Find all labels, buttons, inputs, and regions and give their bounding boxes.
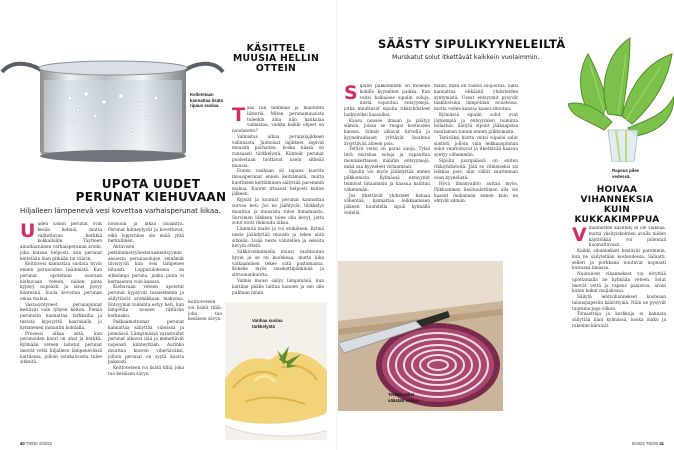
paragraph: Aktiivisen pektiinimetyyliesteraasientsyymin ansiosta perunasolujen seinämät tiivistyvät kun vesi lämpenee hitaasti. Lopputuloksena on sitkeämpi peruna, jonka pinta ei kermaannu voin kanssa. bbox=[108, 245, 184, 285]
headline-mash-line: OTTEIN bbox=[255, 63, 297, 75]
paragraph: Jos itkettävät yhdisteet haluaa vähentää, kannattaa leikkaamisen jälkeen huuhdella sipuli kylmällä vedellä. bbox=[344, 193, 430, 216]
deck-potato: Hiljalleen lämpenevä vesi kovettaa varhaisperunat liikaa. bbox=[20, 207, 221, 215]
paragraph: Hyvä ilmanvaihto auttaa myös. Pilkkominen liesituulettimen alla vie kaasut mukanaan ennen kuin ne ehtivät silmiin. bbox=[434, 182, 518, 205]
lettuce-caption: Rapeus pilee vedessä. bbox=[612, 168, 640, 179]
paragraph: Kaikki vihannekset kestävät paremmin, kun ne säilytetään kosteudessa. Salaatti, selleri ja porkkana nuutuvat nopeasti kuivassa ilmassa. bbox=[572, 249, 666, 272]
headline-lettuce-line: HOIVAA bbox=[596, 185, 638, 195]
dropcap: V bbox=[572, 226, 587, 246]
issue: 8/2022 bbox=[631, 441, 645, 446]
page-number: 41 bbox=[659, 441, 664, 446]
paragraph: Sipulin juuripäässä on eniten rikkiyhdisteitä. Jätä se viimeiseksi tai leikkaa pois, niin vältät suurimman osan kyynelistä. bbox=[434, 158, 518, 182]
paragraph: Keittoveteen voi lisätä tilliä, joka tuo kesäisen sävyn. bbox=[108, 366, 184, 377]
deck-onion: Murskatut solut itkettävät kaikkein vuolaimmin. bbox=[392, 54, 540, 61]
paragraph: Tomaatteja ja kurkkuja ei kannata säilyttää liian kylmässä, koska maku ja rakenne kärsivät. bbox=[572, 312, 666, 330]
paragraph: Kylmässä sipulin solut ovat jäykempiä ja entsyymien toiminta hidastuu. Säilytä sipulit jääkaapissa muutaman tunnin ennen pilkkomista. bbox=[434, 112, 518, 136]
headline-mash bbox=[222, 44, 330, 75]
page-number: 40 bbox=[20, 441, 25, 446]
paragraph: Lämmitä maito ja voi etukäteen. Kylmä neste jäähdyttää muusin ja tekee siitä sitkeän. Lisää neste vähitellen ja sekoita kevyin ottein. bbox=[232, 227, 324, 250]
issue: 8/2022 bbox=[39, 441, 53, 446]
article-column-2 bbox=[108, 222, 184, 432]
article-column-2b bbox=[188, 300, 222, 435]
paragraph: nousuun ja alkaa lisääntyä. Perunat kiinteytyvät ja kovettuvat, eikä lopputulos ole enää yhtä herkullinen. bbox=[108, 222, 184, 245]
paragraph: Säilytä lehtivihannekset kosteaan talouspaperiin käärittyinä. Näin ne pysyvät tuoreina jopa viikon. bbox=[572, 295, 666, 312]
footer-left bbox=[20, 441, 52, 446]
paragraph: Kypsät ja kuumat perunat kannattaa survoa heti. Jos ne jäähtyvät, tärkkelys muuttuu ja muusista tulee liimamaista. Survimen liikkeen tulee olla kevyt, jotta solut eivät rikkoudu liikaa. bbox=[232, 198, 324, 227]
footer-right bbox=[632, 441, 664, 446]
headline-potato bbox=[66, 178, 236, 204]
paragraph: Keittoveteen voi lisätä tilliä, joka tuo kesäisen sävyn. bbox=[188, 300, 222, 323]
article-column-6 bbox=[572, 226, 666, 431]
magazine-name: TIEDE bbox=[25, 441, 39, 446]
paragraph: Kaasu nousee ilmaan ja päätyy silmiin, joissa se reagoi kosteuden kanssa. Silmät alkavat kirvellä ja kyynelrauhaset yrittävät huuhtoa ärsyttävän aineen pois. bbox=[344, 118, 430, 147]
paragraph: Kiehuvaan veteen upotetut perunat kypsyvät tasaisemmin ja säilyttävät aromikkaan makunsa. Entsyymin toiminta estyy heti, kun lämpötila nousee riittävän korkeaksi. bbox=[108, 285, 184, 320]
article-column-5 bbox=[434, 84, 518, 274]
headline-lettuce-line: KUKKAKIMPPUA bbox=[574, 214, 660, 225]
paragraph: Sähkövatkaimella muusi vaahtoutuu hyvin ja se on kuohkeaa, mutta liika vatkaaminen tekee siitä pastamaista. Kokeile myös muskottipähkinää ja sitruunankuorta. bbox=[232, 250, 324, 279]
dropcap: S bbox=[344, 84, 358, 104]
paragraph: Valmis muusi säilyy lämpimänä, kun kattilan päälle laittaa kannen ja sen alle puhtaan liinan. bbox=[232, 278, 324, 296]
lettuce-photo bbox=[568, 34, 674, 162]
paragraph: Valmistus alkaa perunalajikkeen valinnasta. Jauhoisat lajikkeet sopivat muusiin parhaiten, koska niissä on runsaasti tärkkelystä. Kiinteät perunat puolestaan tuottavat usein sitkeää muusia. bbox=[232, 134, 324, 169]
dropcap: T bbox=[232, 106, 245, 126]
paragraph: Vastasyntyneet perunapinnat kestävät vain lyhyen keiton. Pieniä perunoita kannattaa tarkkailla ja testata kypsyyttä haarukalla jo kymmenen minuutin kohdalla. bbox=[20, 302, 102, 331]
magazine-name: TIEDE bbox=[645, 441, 659, 446]
paragraph: Keitinvesi kannattaa suolata hyvin ennen perunoiden lisäämistä. Kun perunat upotetaan suoraan kiehuvaan veteen, niiden pinta kypsyy nopeasti ja sisus pysyy kiinteänä. Suola korostaa perunan omaa makua. bbox=[20, 262, 102, 302]
paragraph: aas tuli tahmeaa ja mautonta liisteriä. Miten perunamuusista tuleekin aina niin hankalaa valmistaa, vaikka kaikki ohjeet on noudatettu? bbox=[232, 106, 324, 135]
paragraph: ipulin pilkkominen on monelle kokille kyynelten paikka. Kun veitsi halkaisee sipulin soluja, niistä vapautuu entsyymejä, jotka muuttavat sipulin rikkiyhdisteet haihtuviksi kaasuiksi. bbox=[344, 84, 430, 118]
article-column-1 bbox=[20, 222, 102, 432]
headline-onion: SÄÄSTY SIPULIKYYNELEILTÄ bbox=[378, 37, 566, 51]
onion-photo bbox=[338, 261, 503, 411]
headline-lettuce bbox=[566, 186, 668, 226]
headline-mash-line: MUUSIA HELLIN bbox=[232, 53, 320, 65]
paragraph: maan, mikä on vaikea suojautua. Siksi kannattaa ehkäistä yhdisteiden syntymistä. Useat entsyymit pysyvät inaktiivisina lämpötilan noustessa, mutta veden kanssa kaasu sitoutuu. bbox=[434, 84, 518, 113]
paragraph: Pakkaamattomat perunat kannattaa säilyttää viileässä ja pimeässä. Lämpimässä varastoidut perunat alkavat itää ja menettävät nopeasti kiinteyttään. Aurinko muuttaa kuoren vihertäväksi, jolloin perunat on syytä kuoria paksusti. bbox=[108, 320, 184, 366]
paragraph: Terävä veitsi on paras suoja. Tylsä terä murskaa soluja ja vapauttaa moninkertaisen määrän entsyymejä, mikä saa kyyneleet virtaamaan. bbox=[344, 147, 430, 170]
paragraph: Teräväksi hiottu veitsi viipaloi solut siististi, jolloin vain leikkauspinnan solut vaurioituvat ja itkettävää kaasua syntyy vähemmän. bbox=[434, 135, 518, 159]
paragraph: uden sadon perunat ovat kesän helmiä, mutta valitettavan herkkiä kokkailuille. Täytteen ainutlaatuinen varhaisperunan aromi, joka katoaa helposti, kun perunat keitetään liian pitkään tai väärin. bbox=[20, 222, 102, 262]
mash-caption: Vanhaa suolaa tärkkelystä bbox=[252, 318, 283, 329]
onion-caption: Terävä veitsi säästää soluja. bbox=[388, 392, 420, 403]
headline-potato-line: PERUNAT KIEHUVAAN bbox=[75, 190, 227, 205]
headline-mash-line: KÄSITTELE bbox=[246, 43, 306, 54]
pot-photo bbox=[0, 58, 225, 166]
paragraph: Nuutuneet vihannekset voi elvyttää upottamalla ne kylmään veteen. Solut imevät vettä ja rapeus palautuu, aivan kuten kukat maljakossa. bbox=[572, 272, 666, 295]
article-column-3 bbox=[232, 106, 324, 301]
article-column-4 bbox=[344, 84, 430, 259]
headline-potato-line: UPOTA UUDET bbox=[101, 177, 201, 191]
paragraph: ihannesten käsittely ei ole vaikeaa, mutta yksityiskohtien avulla niiden käyttöikää voi pidentää huomattavasti. bbox=[588, 226, 666, 249]
paragraph: Prosessi alkaa siitä, kun perunoiden kuori on ohut ja herkkä. Kylmään veteen laitetut perunat imevät vettä hiljalleen lämpenevässä kattilassa, jolloin solukalvoista tulee sitkeitä. bbox=[20, 331, 102, 366]
headline-lettuce-line: VIHANNEKSIA KUIN bbox=[580, 194, 654, 215]
pot-caption: Kellotetaan kannattaa lisätä ripaus suolaa. bbox=[190, 92, 223, 108]
paragraph: Ennen vanhaan oli tapana kuorita muusiperunat ennen keittämistä, mutta kuorineen keittäminen säilyttää paremmin makua. Kuoret irtoavat helposti keiton jälkeen. bbox=[232, 169, 324, 198]
paragraph: Sipulin voi myös jäähdyttää ennen pilkkomista. Kylmässä entsyymit toimivat hitaammin ja kaasua haihtuu vähemmän. bbox=[344, 170, 430, 193]
dropcap: U bbox=[20, 222, 36, 242]
